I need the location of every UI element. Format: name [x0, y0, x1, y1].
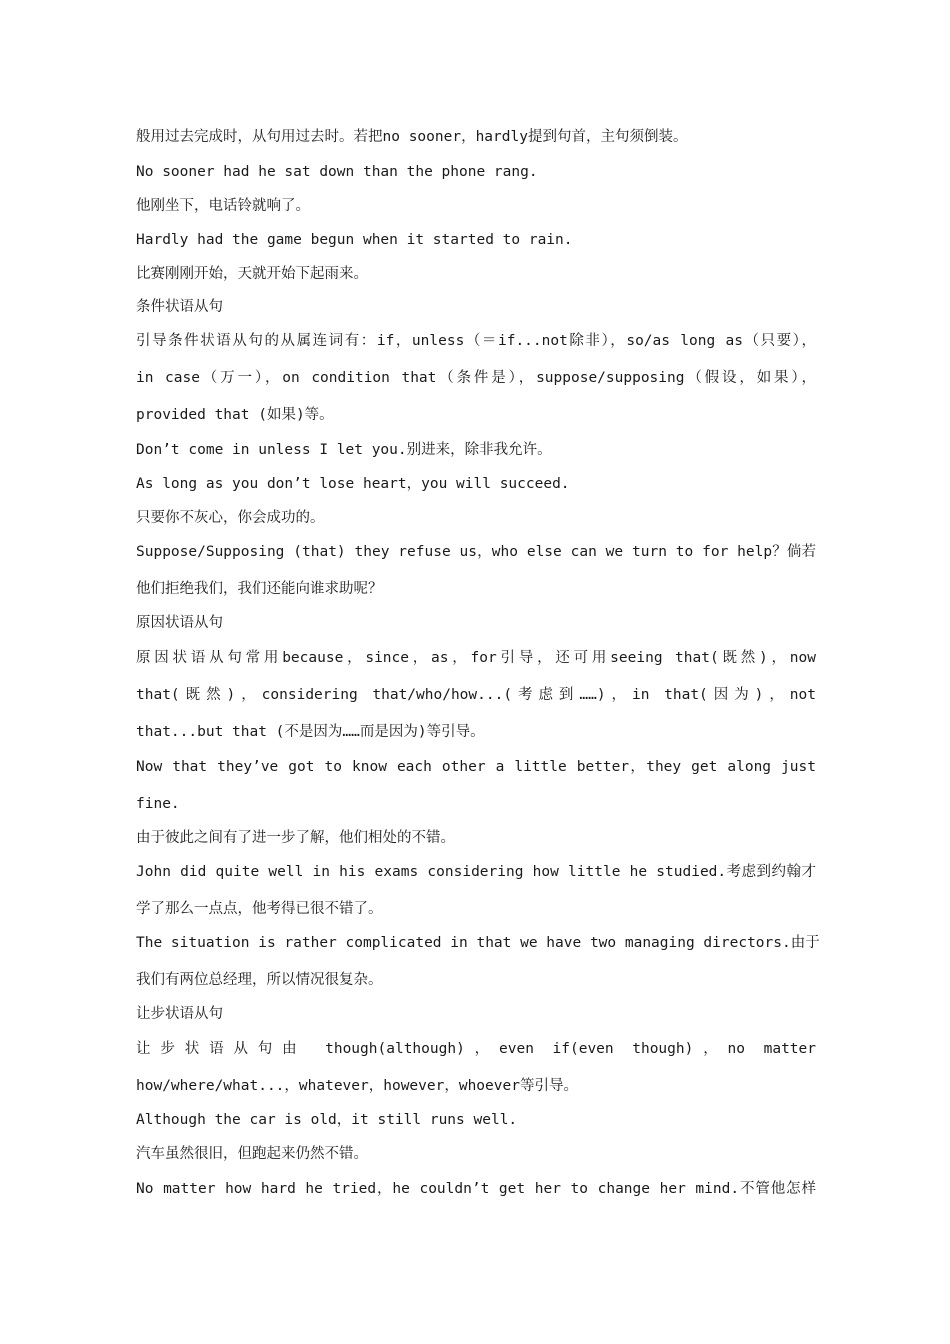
text-line: 只要你不灰心，你会成功的。: [136, 510, 325, 526]
text-line: The situation is rather complicated in that we have two managing directors.由于: [136, 935, 820, 951]
text-line: Now that they’ve got to know each other a little better，they get along just: [136, 759, 816, 775]
text-line: Hardly had the game begun when it started to rain.: [136, 232, 573, 248]
text-line: 由于彼此之间有了进一步了解，他们相处的不错。: [136, 830, 455, 846]
text-line: John did quite well in his exams considering how little he studied.考虑到约翰才: [136, 864, 816, 880]
text-line: 他们拒绝我们，我们还能向谁求助呢？: [136, 581, 383, 597]
text-line: fine.: [136, 796, 180, 812]
text-line: 引导条件状语从句的从属连词有：if，unless（＝if...not除非），so/as long as（只要），: [136, 333, 816, 349]
section-heading: 让步状语从句: [136, 1006, 223, 1022]
text-line: 汽车虽然很旧，但跑起来仍然不错。: [136, 1146, 368, 1162]
text-line: 我们有两位总经理，所以情况很复杂。: [136, 972, 383, 988]
section-heading: 条件状语从句: [136, 299, 223, 315]
text-line: provided that (如果)等。: [136, 407, 334, 423]
text-line: As long as you don’t lose heart，you will succeed.: [136, 476, 570, 492]
text-line: 他刚坐下，电话铃就响了。: [136, 198, 310, 214]
text-line: No matter how hard he tried，he couldn’t get her to change her mind.不管他怎样: [136, 1181, 816, 1197]
text-line: Suppose/Supposing (that) they refuse us，who else can we turn to for help？倘若: [136, 544, 816, 560]
text-line: that...but that (不是因为……而是因为)等引导。: [136, 724, 485, 740]
text-line: 原因状语从句常用because，since，as，for引导，还可用seeing that(既然)，now: [136, 650, 816, 666]
text-line: 让步状语从句由 though(although)，even if(even though)，no matter: [136, 1041, 816, 1057]
text-line: Don’t come in unless I let you.别进来，除非我允许。: [136, 442, 552, 458]
text-line: that(既然)，considering that/who/how...(考虑到……)，in that(因为)，not: [136, 687, 816, 703]
text-line: 比赛刚刚开始，天就开始下起雨来。: [136, 266, 368, 282]
section-heading: 原因状语从句: [136, 615, 223, 631]
text-line: in case（万一），on condition that（条件是），suppose/supposing（假设，如果），: [136, 370, 816, 386]
text-line: Although the car is old，it still runs well.: [136, 1112, 518, 1128]
text-line: No sooner had he sat down than the phone rang.: [136, 164, 538, 180]
text-line: 般用过去完成时，从句用过去时。若把no sooner，hardly提到句首，主句须倒装。: [136, 129, 688, 145]
text-line: 学了那么一点点，他考得已很不错了。: [136, 901, 383, 917]
text-line: how/where/what...，whatever，however，whoever等引导。: [136, 1078, 578, 1094]
